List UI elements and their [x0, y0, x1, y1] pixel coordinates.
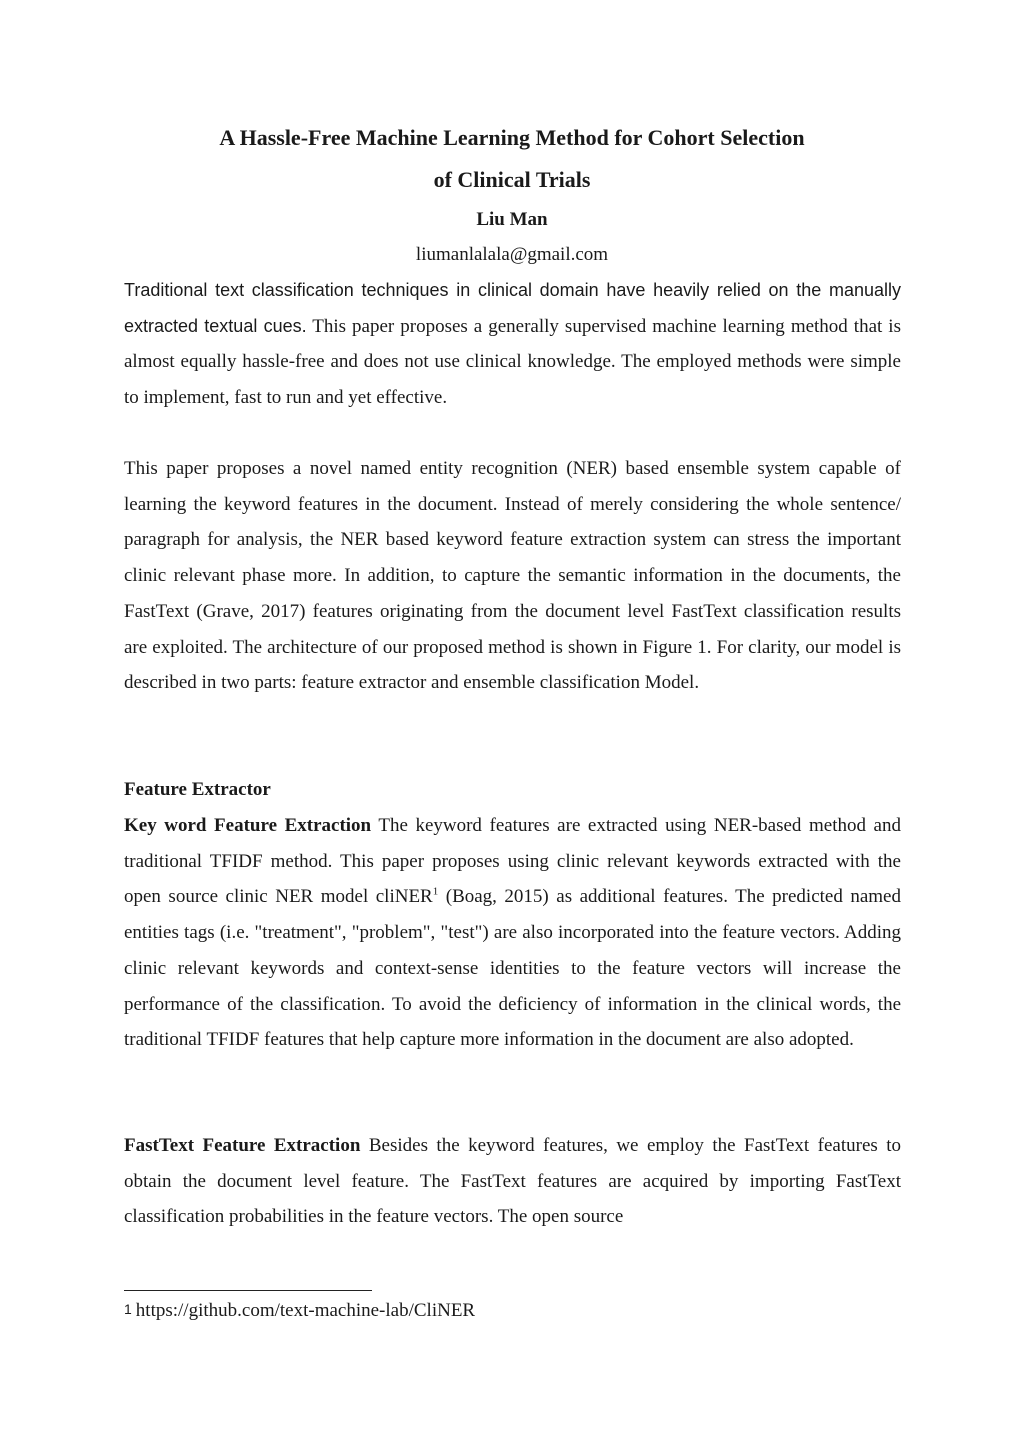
- title-line-1: A Hassle-Free Machine Learning Method for Cohort Selection: [219, 125, 805, 150]
- footnote-number: 1: [124, 1301, 132, 1317]
- abstract-paragraph: [124, 273, 901, 416]
- keyword-feature-label: Key word Feature Extraction: [124, 815, 372, 836]
- paper-title: [0, 117, 1024, 201]
- footnote-divider: [124, 1290, 372, 1291]
- keyword-feature-paragraph: [124, 808, 901, 1058]
- author-email: liumanlalala@gmail.com: [415, 244, 609, 265]
- title-line-2: of Clinical Trials: [433, 167, 591, 192]
- author-name: Liu Man: [476, 209, 548, 230]
- intro-paragraph: This paper proposes a novel named entity recognition (NER) based ensemble system capable of learning the keyword features in the document. Instead of merely considering the whole sentence/ paragraph for analysis, the NER based keyword feature extraction system can stress the important clinic relevant phase more. In addition, to capture the semantic information in the documents, the FastText (Grave, 2017) features originating from the document level FastText classification results are exploited. The architecture of our proposed method is shown in Figure 1. For clarity, our model is described in two parts: feature extractor and ensemble classification Model.: [124, 458, 901, 694]
- footnote-marker: 1: [432, 886, 439, 899]
- section-heading-feature-extractor: Feature Extractor: [124, 779, 271, 800]
- keyword-feature-text-1: The keyword features are extracted using NER-based method and traditional TFIDF method. This paper proposes using clinic relevant keywords extracted with the open source clinic NER model cliNER: [124, 815, 901, 908]
- fasttext-feature-label: FastText Feature Extraction: [124, 1135, 361, 1156]
- footnote-url: https://github.com/text-machine-lab/CliNER: [135, 1300, 476, 1321]
- fasttext-feature-paragraph: [124, 1128, 901, 1235]
- fasttext-feature-text: Besides the keyword features, we employ the FastText features to obtain the document level feature. The FastText features are acquired by importing FastText classification probabilities in the feature vectors. The open source: [124, 1135, 902, 1228]
- keyword-feature-text-2: (Boag, 2015) as additional features. The predicted named entities tags (i.e. "treatment", "problem", "test") are also incorporated into the feature vectors. Adding clinic relevant keywords and context-sense identities to the feature vectors will increase the performance of the classification. To avoid the deficiency of information in the clinical words, the traditional TFIDF features that help capture more information in the document are also adopted.: [124, 886, 901, 1051]
- abstract-sans-text: Traditional text classification techniques in clinical domain have heavily relied on the manually extracted textual cues.: [124, 280, 901, 336]
- abstract-serif-text: This paper proposes a generally supervised machine learning method that is almost equally hassle-free and does not use clinical knowledge. The employed methods were simple to implement, fast to run and yet effective.: [124, 315, 901, 409]
- footnote: [124, 1298, 475, 1324]
